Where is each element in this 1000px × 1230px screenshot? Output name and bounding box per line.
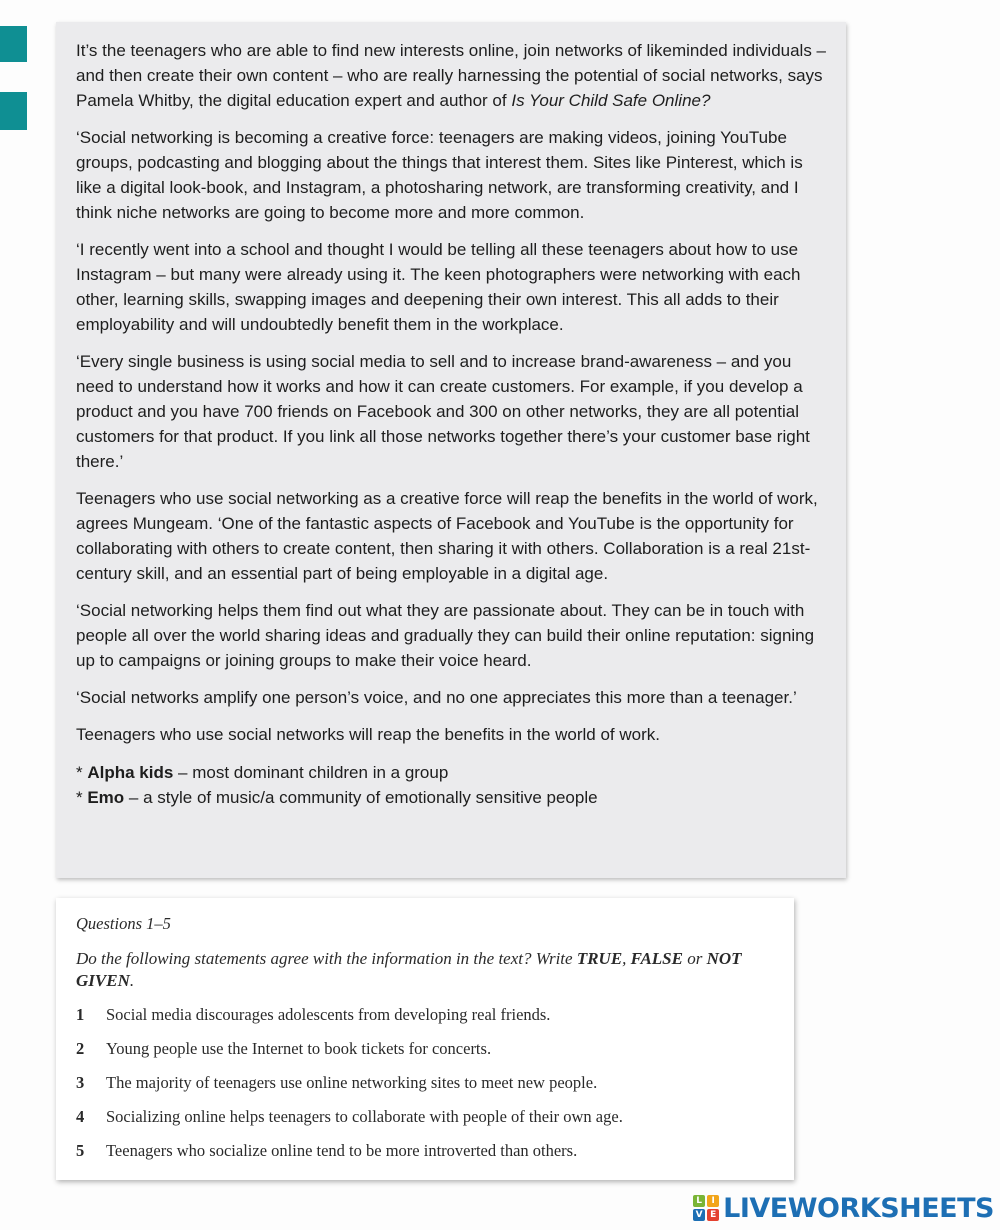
logo-letter-i: I bbox=[707, 1195, 719, 1207]
question-item-4: 4 Socializing online helps teenagers to collaborate with people of their own age. bbox=[76, 1107, 623, 1126]
book-title: Is Your Child Safe Online? bbox=[511, 91, 711, 110]
logo-wordmark: LIVEWORKSHEETS bbox=[723, 1192, 994, 1224]
questions-heading: Questions 1–5 bbox=[76, 914, 171, 933]
logo-letter-l: L bbox=[693, 1195, 705, 1207]
paragraph-6: ‘Social networking helps them find out what they are passionate about. They can be in touch with people all over the world sharing ideas and gradually they can build their online reputation: signing up to campaigns or joining groups to make their voice heard. bbox=[76, 601, 815, 670]
question-item-2: 2 Young people use the Internet to book tickets for concerts. bbox=[76, 1039, 492, 1058]
paragraph-3: ‘I recently went into a school and thought I would be telling all these teenagers about how to use Instagram – but many were already using it. The keen photographers were networking with each other, learning skills, swapping images and deepening their own interest. This all adds to their employability and will undoubtedly benefit them in the workplace. bbox=[76, 240, 801, 334]
liveworksheets-logo[interactable] bbox=[693, 1190, 994, 1226]
note-emo: * Emo – a style of music/a community of emotionally sensitive people bbox=[76, 788, 598, 807]
question-item-1: 1 Social media discourages adolescents from developing real friends. bbox=[76, 1005, 551, 1024]
reading-passage bbox=[56, 22, 846, 878]
logo-letter-e: E bbox=[707, 1209, 719, 1221]
option-true: TRUE bbox=[576, 949, 623, 968]
paragraph-1-text: It’s the teenagers who are able to find new interests online, join networks of likeminded individuals – and then create their own content – who are really harnessing the potential of social networks, says Pamela Whitby, the digital education expert and author of bbox=[76, 41, 827, 110]
questions-instructions: Do the following statements agree with the information in the text? Write TRUE, FALSE or NOT GIVEN. bbox=[76, 949, 742, 990]
paragraph-7: ‘Social networks amplify one person’s voice, and no one appreciates this more than a teenager.’ bbox=[76, 688, 797, 707]
questions-box bbox=[56, 898, 794, 1180]
paragraph-8: Teenagers who use social networks will reap the benefits in the world of work. bbox=[76, 725, 660, 744]
option-not-given: NOT GIVEN bbox=[76, 949, 742, 990]
paragraph-1 bbox=[76, 38, 828, 113]
paragraph-5: Teenagers who use social networking as a creative force will reap the benefits in the world of work, agrees Mungeam. ‘One of the fantastic aspects of Facebook and YouTube is the opportunity for collaborating with others to create content, then sharing it with others. Collaboration is a real 21st-century skill, and an essential part of being employable in a digital age. bbox=[76, 489, 818, 583]
question-item-5: 5 Teenagers who socialize online tend to be more introverted than others. bbox=[76, 1141, 578, 1160]
note-alpha-kids: * Alpha kids – most dominant children in a group bbox=[76, 763, 449, 782]
paragraph-4: ‘Every single business is using social media to sell and to increase brand-awareness – and you need to understand how it works and how it can create customers. For example, if you develop a product and you have 700 friends on Facebook and 300 on other networks, they are all potential customers for that product. If you link all those networks together there’s your customer base right there.’ bbox=[76, 352, 810, 471]
side-tab-marker-bottom bbox=[0, 92, 27, 130]
question-item-3: 3 The majority of teenagers use online networking sites to meet new people. bbox=[76, 1073, 598, 1092]
option-false: FALSE bbox=[630, 949, 683, 968]
side-tab-marker-top bbox=[0, 26, 27, 62]
logo-icon bbox=[693, 1195, 719, 1221]
paragraph-2: ‘Social networking is becoming a creative force: teenagers are making videos, joining YouTube groups, podcasting and blogging about the things that interest them. Sites like Pinterest, which is like a digital look-book, and Instagram, a photosharing network, are transforming creativity, and I think niche networks are going to become more and more common. bbox=[76, 128, 803, 222]
logo-letter-v: V bbox=[693, 1209, 705, 1221]
glossary-notes bbox=[76, 760, 828, 810]
